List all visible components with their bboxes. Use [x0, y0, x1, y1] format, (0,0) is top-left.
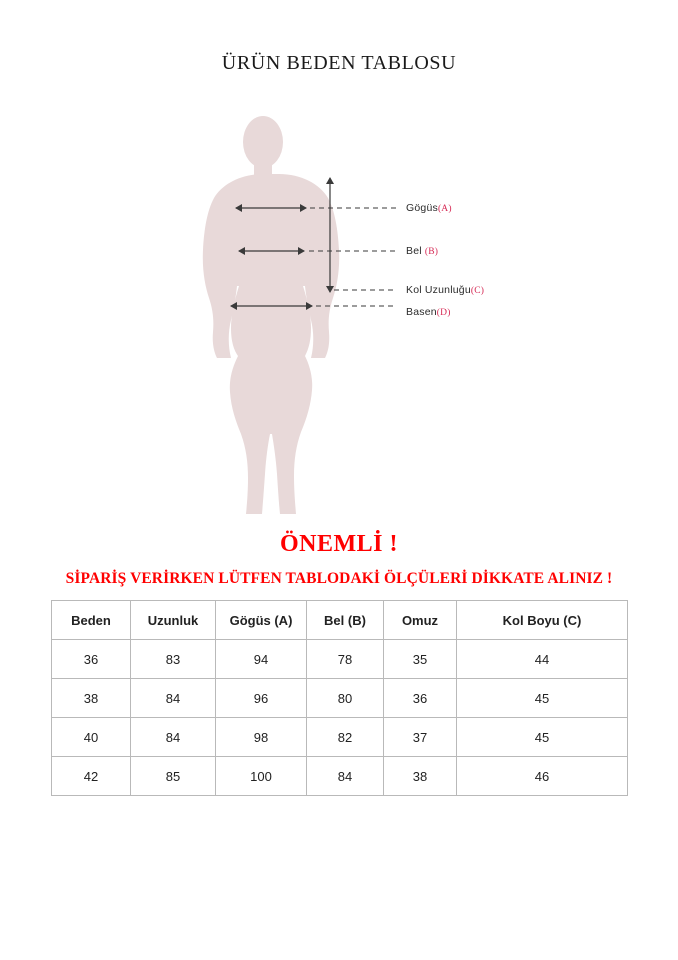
table-row — [52, 718, 628, 757]
label-kol-uzunlugu — [406, 284, 484, 296]
important-notice-heading: ÖNEMLİ ! — [280, 531, 398, 557]
cell-kol-boyu: 44 — [457, 640, 628, 679]
cell-beden: 36 — [52, 640, 131, 679]
cell-bel: 78 — [307, 640, 384, 679]
cell-omuz: 35 — [384, 640, 457, 679]
col-header-gogus: Gögüs (A) — [216, 601, 307, 640]
cell-uzunluk: 83 — [131, 640, 216, 679]
silhouette-diagram — [0, 100, 678, 520]
size-table — [51, 600, 628, 796]
cell-beden: 42 — [52, 757, 131, 796]
cell-kol-boyu: 46 — [457, 757, 628, 796]
label-gogus-code: (A) — [437, 204, 452, 214]
label-bel-text: Bel — [406, 245, 425, 257]
cell-bel: 84 — [307, 757, 384, 796]
table-header-row — [52, 601, 628, 640]
label-gogus-text: Gögüs — [406, 202, 438, 214]
label-basen-code: (D) — [436, 308, 451, 318]
cell-kol-boyu: 45 — [457, 679, 628, 718]
cell-gogus: 100 — [216, 757, 307, 796]
label-kol-uzunlugu-text: Kol Uzunluğu — [406, 284, 471, 296]
label-bel-code: (B) — [424, 247, 439, 257]
female-silhouette-shape — [203, 116, 339, 514]
cell-bel: 82 — [307, 718, 384, 757]
col-header-omuz: Omuz — [384, 601, 457, 640]
cell-uzunluk: 84 — [131, 679, 216, 718]
table-row — [52, 640, 628, 679]
label-basen — [406, 306, 451, 318]
body-measurement-figure — [0, 100, 678, 520]
cell-gogus: 94 — [216, 640, 307, 679]
label-kol-uzunlugu-code: (C) — [470, 286, 485, 296]
cell-uzunluk: 85 — [131, 757, 216, 796]
size-table-container — [51, 600, 627, 796]
cell-beden: 40 — [52, 718, 131, 757]
cell-uzunluk: 84 — [131, 718, 216, 757]
cell-gogus: 96 — [216, 679, 307, 718]
important-notice-text: SİPARİŞ VERİRKEN LÜTFEN TABLODAKİ ÖLÇÜLERİ DİKKATE ALINIZ ! — [65, 570, 613, 587]
cell-kol-boyu: 45 — [457, 718, 628, 757]
col-header-bel: Bel (B) — [307, 601, 384, 640]
cell-omuz: 38 — [384, 757, 457, 796]
col-header-beden: Beden — [52, 601, 131, 640]
cell-beden: 38 — [52, 679, 131, 718]
table-row — [52, 679, 628, 718]
label-bel — [406, 245, 438, 257]
cell-omuz: 37 — [384, 718, 457, 757]
cell-omuz: 36 — [384, 679, 457, 718]
cell-gogus: 98 — [216, 718, 307, 757]
col-header-uzunluk: Uzunluk — [131, 601, 216, 640]
table-row — [52, 757, 628, 796]
label-basen-text: Basen — [406, 306, 437, 318]
col-header-kol-boyu: Kol Boyu (C) — [457, 601, 628, 640]
page-title: ÜRÜN BEDEN TABLOSU — [221, 52, 457, 74]
cell-bel: 80 — [307, 679, 384, 718]
label-gogus — [406, 202, 452, 214]
